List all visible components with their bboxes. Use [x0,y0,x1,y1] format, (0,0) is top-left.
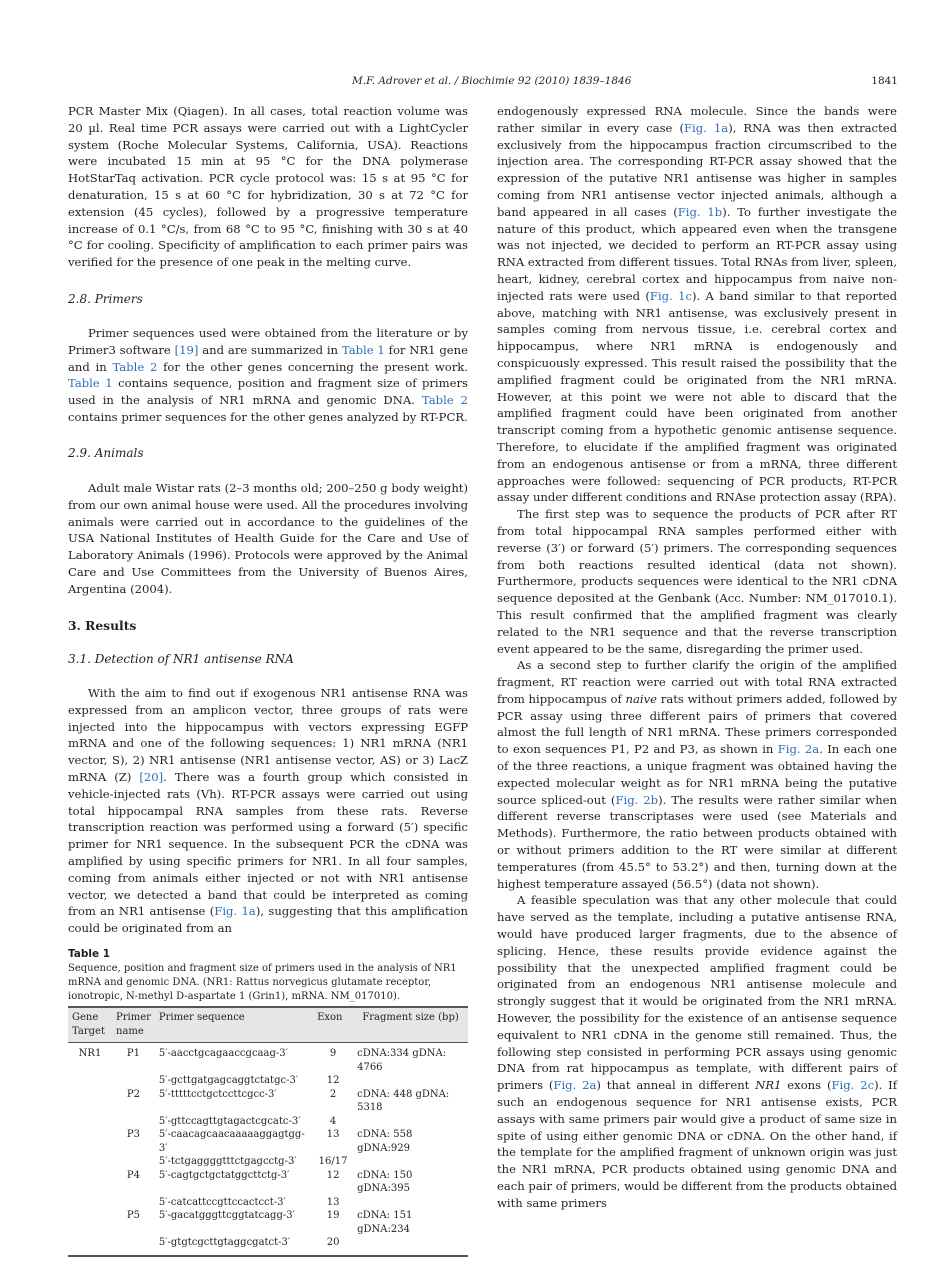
text-segment: for the other genes concerning the present work. [157,359,468,374]
table-row [68,1074,468,1088]
table-cell: NR1 [78,1048,102,1059]
text-segment: Primer sequences used were obtained from the literature or by Primer3 software [68,326,468,357]
table-cell [112,1074,155,1088]
text-segment: The first step was to sequence the products of PCR after RT from total hippocampal RNA samples performed either with reverse (3′) or forward (5′) primers. The corresponding sequences from both reactions resulted identical (data not shown). Furthermore, products sequences were identical to the NR1 cDNA sequence deposited at the Genbank (Acc. Number: NM_017010.1). This result confirmed that the amplified fragment was clearly related to the NR1 sequence and that the reverse transcription event appeared to be the same, disregarding the primer used. [497,507,897,656]
table-caption-text: Sequence, position and fragment size of primers used in the analysis of NR1 mRNA and genomic DNA. (NR1: Rattus norvegicus glutamate receptor, ionotropic, N-methyl D-aspartate 1 (Grin1), mRNA. NM_017010). [68,963,457,1002]
paragraph [497,103,897,506]
text-segment: A feasible speculation was that any other molecule that could have served as the template, including a putative antisense RNA, would have produced larger fragments, due to the absence of splicing. Hence, these results provide evidence against the possibility that the unexpected amplified fragment could be originated from an endogenous NR1 antisense molecule and strongly suggest that it would be originated from the NR1 mRNA. However, the possibility for the existence of an antisense sequence equivalent to NR1 cDNA in the genome still remained. Thus, the following step consisted in performing PCR assays using genomic DNA from rat hippocampus as template, with different pairs of primers ( [497,893,897,1093]
table-cell: 5′-gttccagttgtagactcgcatc-3′ [158,1115,301,1127]
table-row [68,1128,468,1155]
section-heading: 2.9. Animals [68,446,144,460]
paragraph [68,103,468,271]
citation-link[interactable]: Fig. 1a [683,120,729,135]
table-cell: P2 [126,1088,140,1100]
citation-link[interactable]: Fig. 2b [615,792,659,807]
text-segment: for NR1 gene and in [68,342,468,374]
citation-link[interactable]: Fig. 1a [214,904,256,919]
citation-link[interactable]: Fig. 2c [831,1078,875,1093]
text-segment: ), RNA was then extracted exclusively from the hippocampus fraction circumscribed to the injection area. The corresponding RT-PCR assay showed that the expression of the putative NR1 antisense was higher in samples coming from NR1 antisense vector injected animals, although a band appeared in all cases ( [497,120,897,219]
citation-link[interactable]: [20] [139,769,164,784]
table-cell [353,1155,468,1169]
table-cell [353,1236,468,1256]
text-segment: NR1 [755,1078,782,1093]
animals-section [68,480,468,598]
table-cell [112,1236,155,1256]
table-row [68,1115,468,1129]
table-cell: 20 [326,1237,340,1248]
table-label: Table 1 [68,948,111,960]
text-segment: ). If such an endogenous sequence for NR1 antisense exists, PCR assays with same primers pair would give a product of same size in spite of using either genomic DNA or cDNA. On the other hand, if the template for the amplified fragment of unknown origin was just the NR1 mRNA, PCR products obtained using genomic DNA and each pair of primers, would be different from the products obtained with same primers [497,1078,898,1210]
table-cell [112,1196,155,1210]
text-segment: and are summarized in [198,342,342,357]
table-cell [68,1196,112,1210]
table-cell [68,1115,112,1129]
text-segment: ). To further investigate the nature of this product, which appeared even when the transgene was not injected, we decided to perform an RT-PCR assay using RNA extracted from different tissues. Total RNAs from liver, spleen, heart, kidney, cerebral cortex and hippocampus from naive non-injected rats were used ( [497,204,897,303]
column-header: Gene Target [72,1012,105,1037]
running-title: M.F. Adrover et al. / Biochimie 92 (2010) 1839–1846 [352,75,632,87]
text-segment: contains sequence, position and fragment size of primers used in the analysis of NR1 mRNA and genomic DNA. [68,376,468,408]
table-cell [353,1196,468,1210]
text-segment: ). The results were rather similar when different reverse transcriptases were used (see Materials and Methods). Furthermore, the ratio between products obtained with or without primers addition to the RT were similar at different temperatures (from 45.5° to 53.2°) and then, turning down at the highest temperature assayed (56.5°) (data not shown). [497,792,897,891]
column-header: Primer sequence [158,1012,245,1023]
text-segment: PCR Master Mix (Qiagen). In all cases, total reaction volume was 20 µl. Real time PCR assays were carried out with a LightCycler system (Roche Molecular Systems, California, USA). Reactions were incubated 15 min at 95 °C for the DNA polymerase HotStarTaq activation. PCR cycle protocol was: 15 s at 95 °C for denaturation, 15 s at 60 °C for hybridization, 30 s at 72 °C for extension (45 cycles), followed by a progressive temperature increase of 0.1 °C/s, from 68 °C to 95 °C, finishing with 30 s at 40 °C for cooling. Specificity of amplification to each primer pairs was verified for the presence of one peak in the melting curve. [68,104,468,270]
table-row [68,1209,468,1236]
paragraph [497,506,897,657]
table-cell: cDNA: 151 gDNA:234 [357,1210,413,1235]
citation-link[interactable]: Table 1 [68,376,113,391]
citation-link[interactable]: Table 2 [421,393,469,408]
table-row [68,1155,468,1169]
text-segment: contains primer sequences for the other genes analyzed by RT-PCR. [68,409,468,424]
table-cell [68,1155,112,1169]
text-segment: With the aim to find out if exogenous NR1 antisense RNA was expressed from an amplicon vector, three groups of rats were injected into the hippocampus with vectors expressing EGFP mRNA and one of the following sequences: 1) NR1 mRNA (NR1 vector, S), 2) NR1 antisense (NR1 antisense vector, AS) or 3) LacZ mRNA (Z) [68,686,468,784]
table-cell [112,1115,155,1129]
table-cell [112,1155,155,1169]
table-cell: 5′-gcttgatgagcaggtctatgc-3′ [158,1075,299,1086]
table-cell: 9 [329,1048,337,1059]
paragraph [68,480,468,598]
section-heading: 3. Results [68,618,137,633]
paragraph [497,892,897,1211]
table-cell [68,1169,112,1196]
section-heading: 2.8. Primers [68,292,143,306]
text-segment: ). A band similar to that reported above, matching with NR1 antisense, was exclusively present in samples coming from nervous tissue, i.e. cerebral cortex and hippocampus, where NR1 mRNA is endogenously and conspicuously expressed. This result raised the possibility that the amplified fragment could be originated from the NR1 mRNA. However, at this point we were not able to discard that the amplified fragment could have been originated from another transcript coming from a hypothetic genomic antisense sequence. Therefore, to elucidate if the amplified fragment was originated from an endogenous antisense or from a mRNA, three different approaches were followed: sequencing of PCR products, RT-PCR assay under different conditions and RNAse protection assay (RPA). [497,288,898,505]
table-cell: 5′-gacatgggttcggtatcagg-3′ [158,1210,295,1221]
primer-table [68,1006,468,1257]
table-row [68,1169,468,1196]
paragraph [68,325,468,426]
table-cell: 5′-catcattccgttccactcct-3′ [158,1196,286,1208]
left-column-top [68,103,468,271]
text-segment: naive [625,691,658,706]
table-cell: 4 [329,1115,337,1127]
text-segment: . There was a fourth group which consisted in vehicle-injected rats (Vh). RT-PCR assays were carried out using total hippocampal RNA samples from these rats. Reverse transcription reaction was performed using a forward (5′) specific primer for NR1 sequence. In the subsequent PCR the cDNA was amplified by using specific primers for NR1. In all four samples, coming from animals either injected or not with NR1 antisense vector, we detected a band that could be interpreted as coming from an NR1 antisense ( [68,769,468,919]
table-cell: cDNA:334 gDNA: 4766 [357,1048,447,1073]
citation-link[interactable]: Fig. 1b [677,204,723,219]
text-segment: Adult male Wistar rats (2–3 months old; 200–250 g body weight) from our own animal house were used. All the procedures involving animals were carried out in accordance to the guidelines of the USA National Institutes of Health Guide for the Care and Use of Laboratory Animals (1996). Protocols were approved by the Animal Care and Use Committees from the University of Buenos Aires, Argentina (2004). [68,481,468,596]
table-cell: cDNA: 558 gDNA:929 [357,1129,413,1154]
column-header: Fragment size (bp) [362,1012,459,1023]
table-cell [353,1074,468,1088]
text-segment: As a second step to further clarify the origin of the amplified fragment, RT reaction were carried out with total RNA extracted from hippocampus of [497,658,897,706]
paragraph [68,685,468,937]
table-cell: 13 [326,1196,340,1208]
table-cell: cDNA: 448 gDNA: 5318 [357,1088,450,1113]
table-row [68,1043,468,1075]
table-cell: cDNA: 150 gDNA:395 [357,1169,413,1194]
text-segment: ) that anneal in different [596,1078,756,1093]
table-header-row [68,1007,468,1043]
table-row [68,1196,468,1210]
table-cell: P3 [126,1129,140,1140]
table-cell: P1 [126,1048,140,1059]
citation-link[interactable]: [19] [174,342,199,357]
right-column [497,103,897,1212]
table-cell: 2 [329,1088,337,1100]
subsection-heading: 3.1. Detection of NR1 antisense RNA [68,652,294,666]
paragraph [497,657,897,892]
table-cell: 5′-tctgaggggtttctgagcctg-3′ [158,1156,297,1167]
text-segment: ), suggesting that this amplification could be originated from an [68,904,469,936]
text-segment: rats without primers added, followed by PCR assay using three different pairs of primers that covered almost the full length of NR1 mRNA. These primers corresponded to exon sequences P1, P2 and P3, as shown in [497,691,898,757]
column-header: Primer name [116,1012,151,1037]
table-cell: 5′-caacagcaacaaaaaggagtgg-3′ [158,1129,305,1154]
text-segment: exons ( [781,1078,832,1093]
table-cell: 5′-aacctgcagaaccgcaag-3′ [158,1048,288,1059]
table-cell [68,1074,112,1088]
citation-link[interactable]: Table 2 [112,359,158,374]
column-header: Exon [317,1012,343,1023]
table-caption [68,947,468,1004]
table-row [68,1088,468,1115]
table-cell [68,1209,112,1236]
table-cell: 5′-cagtgctgctatggcttctg-3′ [158,1169,290,1181]
table-cell: 16/17 [318,1156,348,1167]
table-cell: 5′-tttttcctgctccttcgcc-3′ [158,1088,277,1100]
table-cell: 5′-gtgtcgcttgtaggcgatct-3′ [158,1237,291,1248]
results-section [68,685,468,937]
text-segment: . In each one of the three reactions, a unique fragment was obtained having the expected molecular weight as for NR1 mRNA being the putative source spliced-out ( [497,742,897,807]
citation-link[interactable]: Fig. 2a [777,742,820,757]
table-cell: P5 [126,1210,140,1221]
citation-link[interactable]: Fig. 1c [649,288,692,303]
citation-link[interactable]: Table 1 [341,342,385,357]
table-cell: P4 [126,1169,140,1181]
table-cell [68,1088,112,1115]
page-number: 1841 [871,75,898,87]
table-cell: 19 [326,1210,340,1221]
table-cell [68,1236,112,1256]
table-cell [353,1115,468,1129]
table-row [68,1236,468,1256]
table-cell [68,1128,112,1155]
table-cell: 12 [326,1169,340,1181]
table-cell: 12 [326,1075,340,1086]
primers-section [68,325,468,426]
table-cell: 13 [326,1129,340,1140]
text-segment: endogenously expressed RNA molecule. Since the bands were rather similar in every case ( [497,104,897,135]
citation-link[interactable]: Fig. 2a [553,1078,597,1093]
